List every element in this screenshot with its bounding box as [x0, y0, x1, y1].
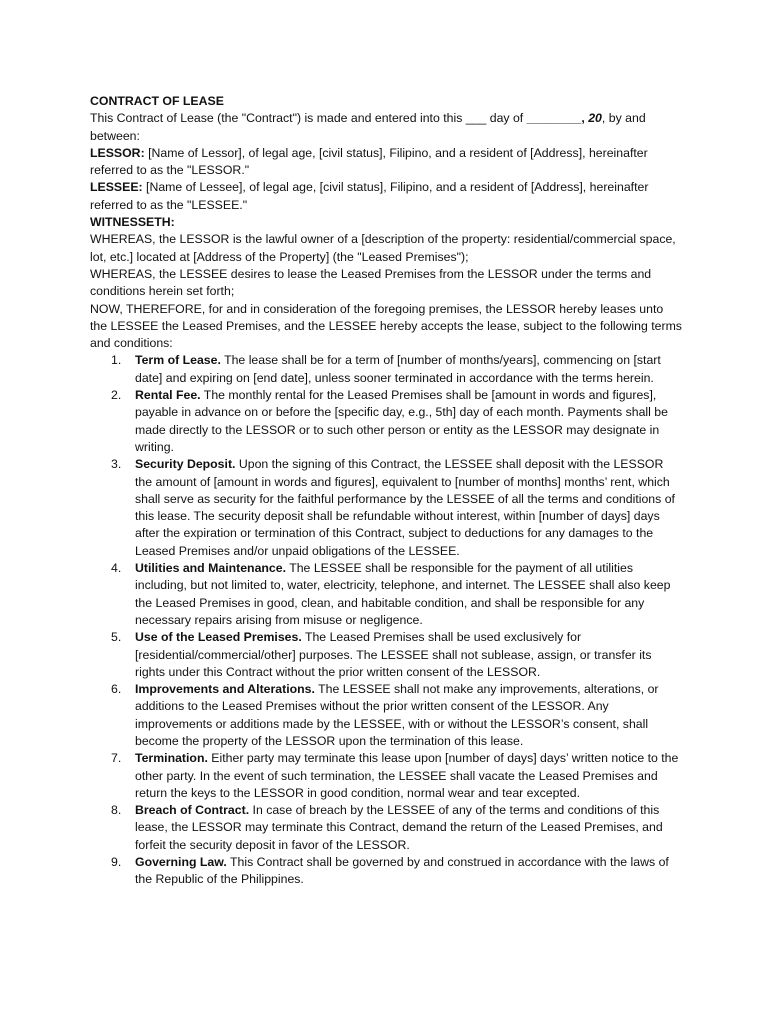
term-item	[90, 750, 682, 802]
lessor-label: LESSOR:	[90, 145, 145, 160]
term-item	[90, 560, 682, 629]
term-text: In case of breach by the LESSEE of any of the terms and conditions of this lease, the LESSOR may terminate this Contract, demand the return of the Leased Premises, and forfeit the security deposit in favor of the LESSOR.	[135, 803, 663, 852]
term-item	[90, 352, 682, 387]
whereas-paragraph-2: WHEREAS, the LESSEE desires to lease the Leased Premises from the LESSOR under the terms and conditions herein set forth;	[90, 266, 652, 299]
term-heading: Improvements and Alterations.	[135, 682, 315, 697]
term-item	[90, 456, 682, 560]
intro-paragraph	[90, 110, 682, 145]
term-text: This Contract shall be governed by and construed in accordance with the laws of the Republic of the Philippines.	[135, 855, 669, 887]
term-item	[90, 387, 682, 456]
whereas-paragraph-1: WHEREAS, the LESSOR is the lawful owner of a [description of the property: residential/commercial space, lot, etc.] located at [Address of the Property] (the "Leased Premises");	[90, 232, 676, 264]
term-text: The Leased Premises shall be used exclusively for [residential/commercial/other] purposes. The LESSEE shall not sublease, assign, or transfer its rights under this Contract without the prior written consent of the LESSOR.	[135, 630, 652, 679]
term-heading: Governing Law.	[135, 855, 227, 870]
term-text: The monthly rental for the Leased Premises shall be [amount in words and figures], payable in advance on or before the [specific day, e.g., 5th] day of each month. Payments shall be made directly to the LESSOR or to such other person or entity as the LESSOR may designate in writing.	[135, 388, 668, 454]
lessor-paragraph	[90, 145, 682, 180]
intro-after-year: , by and between:	[90, 111, 646, 143]
day-blank: ___	[465, 111, 487, 126]
term-heading: Utilities and Maintenance.	[135, 561, 287, 576]
term-heading: Term of Lease.	[135, 353, 221, 368]
term-number: 2.	[111, 388, 122, 403]
term-number: 1.	[111, 353, 122, 368]
term-heading: Rental Fee.	[135, 388, 201, 403]
terms-list	[90, 352, 682, 888]
document-page	[90, 93, 682, 889]
term-item	[90, 629, 682, 681]
term-text: The lease shall be for a term of [number of months/years], commencing on [start date] and expiring on [end date], unless sooner terminated in accordance with the terms herein.	[135, 353, 661, 385]
term-heading: Termination.	[135, 751, 208, 766]
month-blank: ________	[526, 111, 582, 126]
term-text: Either party may terminate this lease upon [number of days] days’ written notice to the other party. In the event of such termination, the LESSEE shall vacate the Leased Premises and return the keys to the LESSOR in good condition, normal wear and tear excepted.	[135, 751, 679, 800]
term-number: 5.	[111, 630, 122, 645]
now-therefore-paragraph: NOW, THEREFORE, for and in consideration of the foregoing premises, the LESSOR hereby leases unto the LESSEE the Leased Premises, and the LESSEE hereby accepts the lease, subject to the following terms and conditions:	[90, 301, 682, 351]
term-text: Upon the signing of this Contract, the LESSEE shall deposit with the LESSOR the amount of [amount in words and figures], equivalent to [number of months] months’ rent, which shall serve as security for the faithful performance by the LESSEE of all the terms and conditions of this lease. The security deposit shall be refundable without interest, within [number of days] days after the expiration or termination of this Contract, subject to deductions for any damages to the Leased Premises and/or unpaid obligations of the LESSEE.	[135, 457, 675, 558]
term-heading: Breach of Contract.	[135, 803, 250, 818]
term-number: 7.	[111, 751, 122, 766]
term-number: 6.	[111, 682, 122, 697]
term-heading: Security Deposit.	[135, 457, 236, 472]
document-title: CONTRACT OF LEASE	[90, 94, 224, 108]
term-number: 4.	[111, 561, 122, 576]
term-item	[90, 681, 682, 750]
lessee-label: LESSEE:	[90, 180, 143, 195]
year-prefix: 20	[588, 111, 602, 126]
lessor-text: [Name of Lessor], of legal age, [civil status], Filipino, and a resident of [Address], hereinafter referred to as the "LESSOR."	[90, 145, 648, 178]
term-item	[90, 854, 682, 889]
term-number: 8.	[111, 803, 122, 818]
term-number: 3.	[111, 457, 122, 472]
term-heading: Use of the Leased Premises.	[135, 630, 302, 645]
intro-comma: ,	[581, 111, 589, 126]
lessee-paragraph	[90, 179, 682, 214]
intro-day-of: day of	[486, 111, 527, 126]
intro-text: This Contract of Lease (the "Contract") is made and entered into this	[90, 111, 466, 126]
term-item	[90, 802, 682, 854]
term-number: 9.	[111, 855, 122, 870]
lessee-text: [Name of Lessee], of legal age, [civil status], Filipino, and a resident of [Address], hereinafter referred to as the "LESSEE."	[90, 180, 649, 212]
witnesseth-heading: WITNESSETH:	[90, 215, 175, 230]
term-text: The LESSEE shall not make any improvements, alterations, or additions to the Leased Premises without the prior written consent of the LESSOR. Any improvements or additions made by the LESSEE, with or without the LESSOR’s consent, shall become the property of the LESSOR upon the termination of this lease.	[135, 682, 659, 748]
term-text: The LESSEE shall be responsible for the payment of all utilities including, but not limited to, water, electricity, telephone, and internet. The LESSEE shall also keep the Leased Premises in good, clean, and habitable condition, and shall be responsible for any necessary repairs arising from misuse or negligence.	[135, 561, 671, 627]
